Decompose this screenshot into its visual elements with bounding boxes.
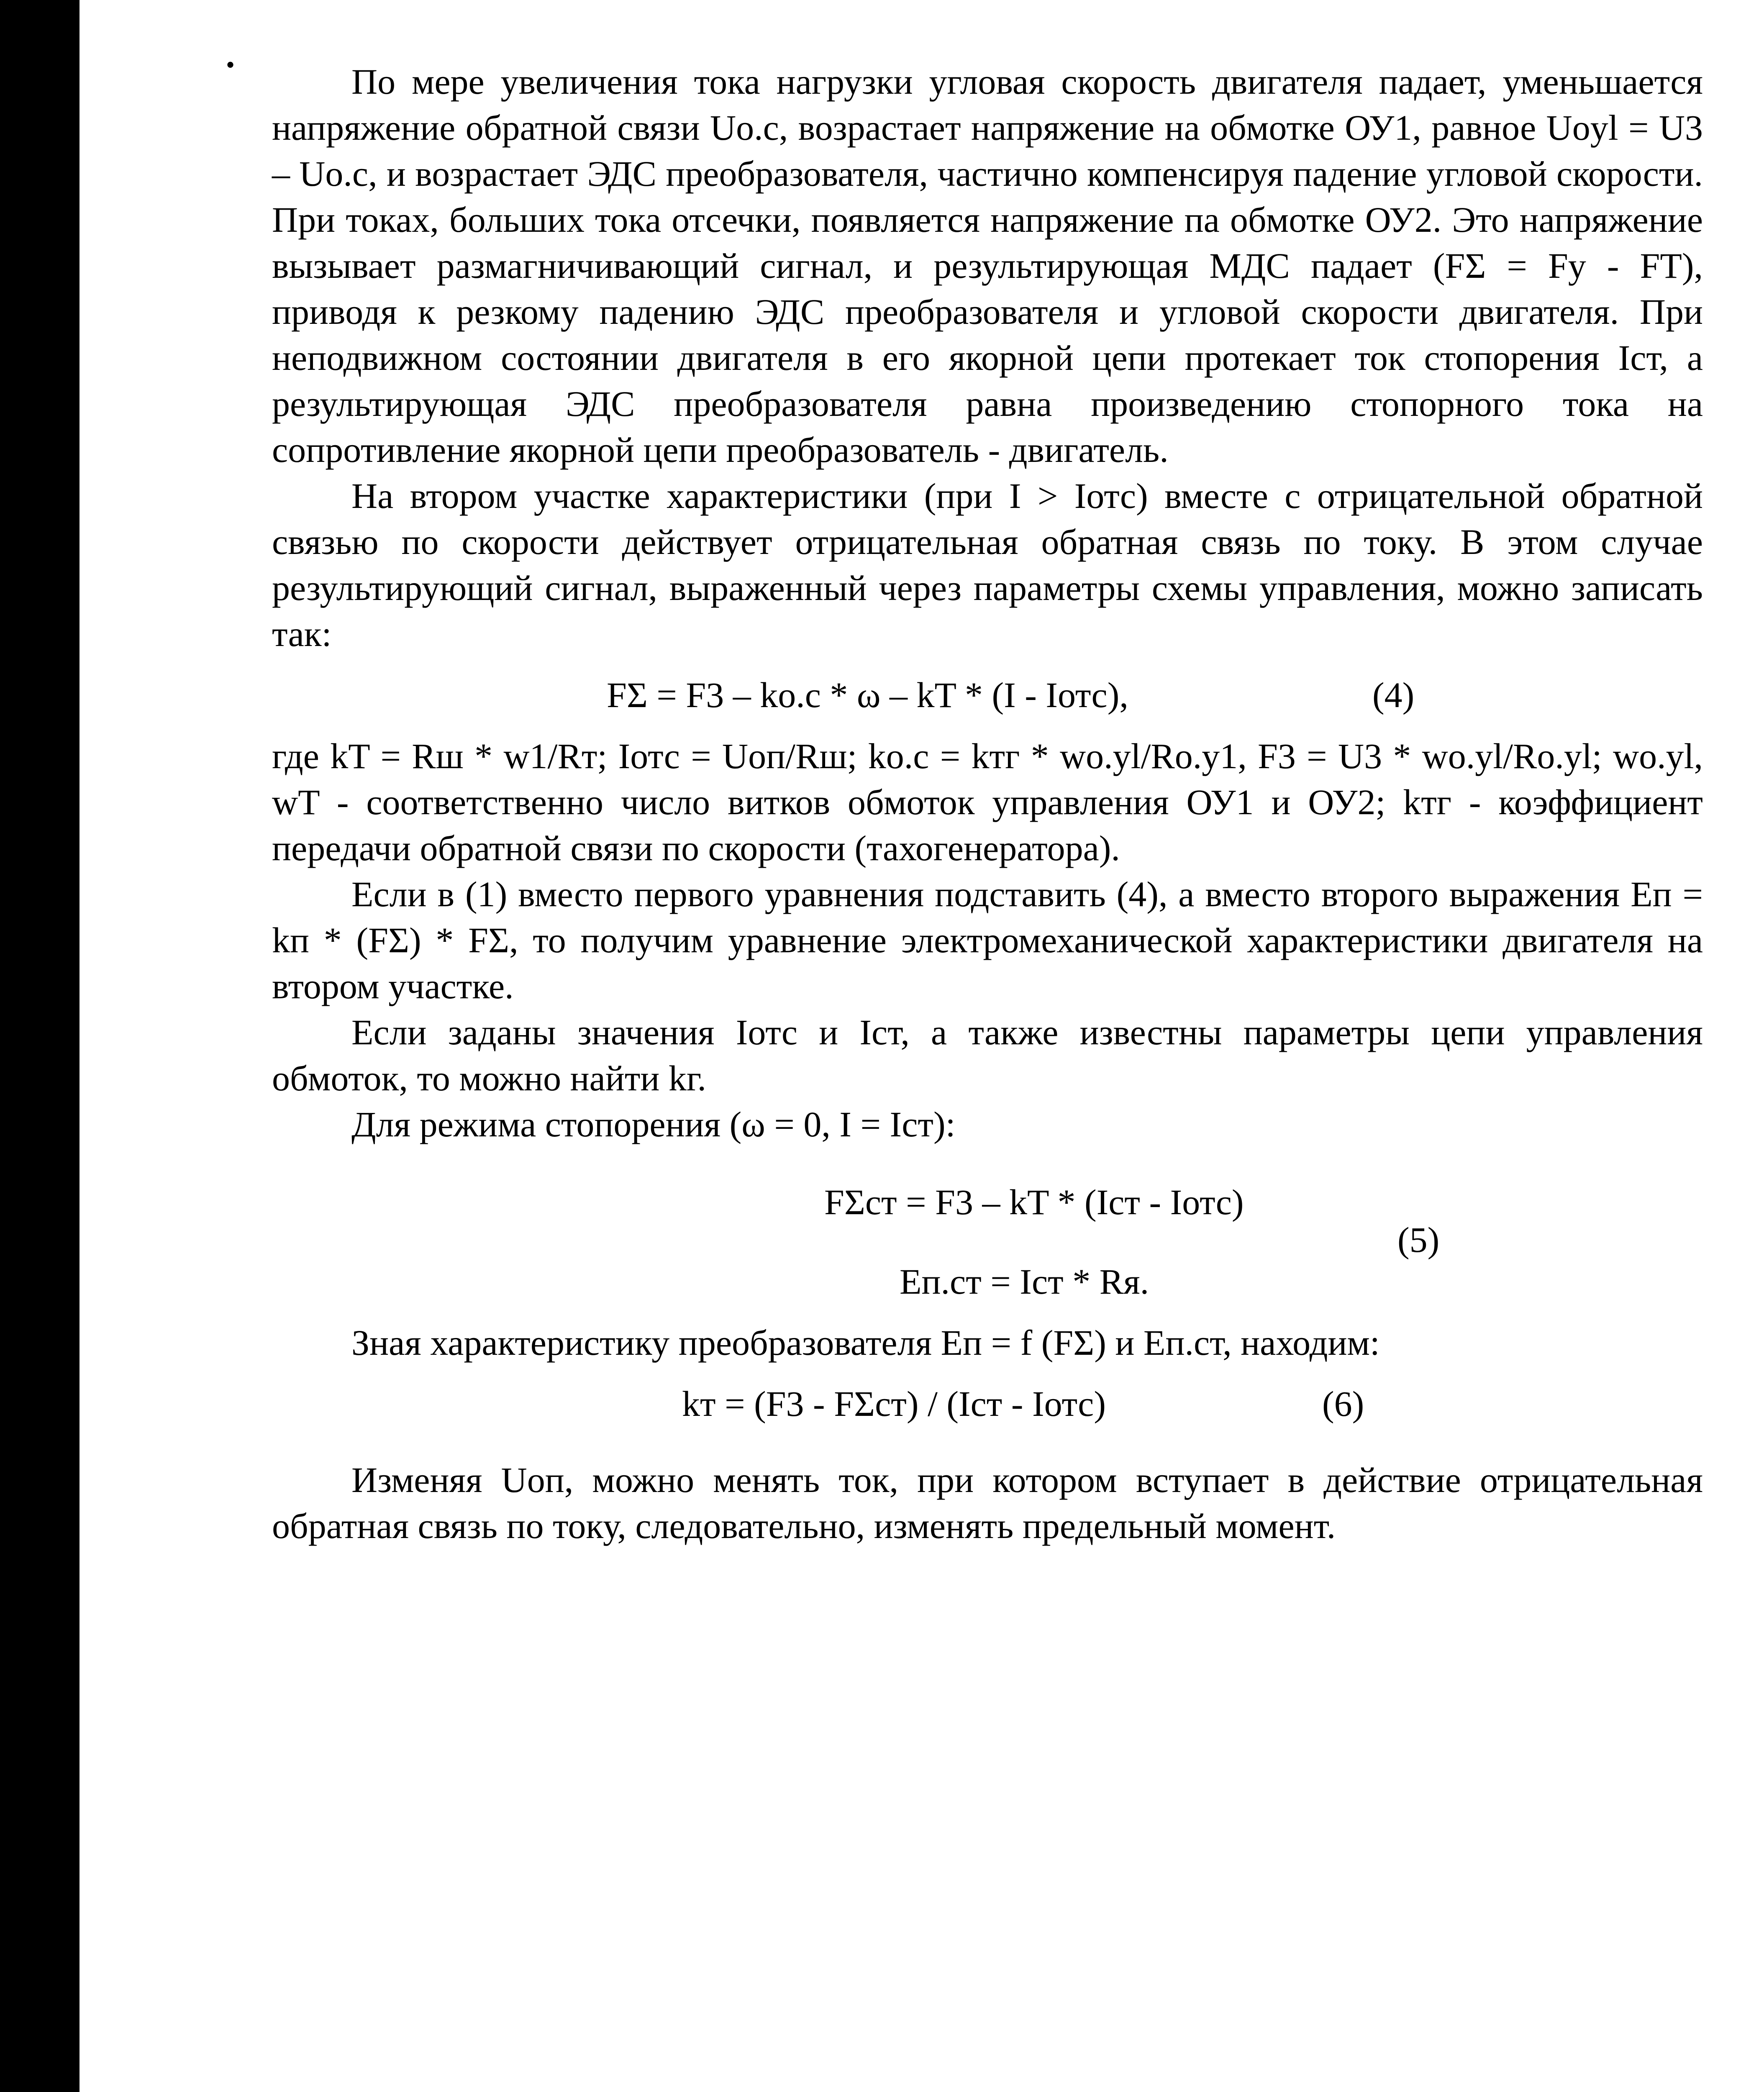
paragraph-7: Зная характеристику преобразователя Eп = f (FΣ) и Eп.ст, находим: [351,1323,1380,1363]
equation-6-body: kт = (F3 - FΣст) / (Iст - Iотс) [682,1384,1106,1424]
equation-5 [272,1162,1703,1305]
scan-left-edge [0,0,79,2092]
equation-6-number: (6) [1322,1384,1364,1424]
scan-speck: • [226,51,235,79]
equation-6 [272,1381,1703,1427]
equation-5-number: (5) [1397,1220,1440,1260]
paragraph-1: По мере увеличения тока нагрузки угловая скорость двигателя падает, уменьшается напряжение обратной связи Uo.c, возрастает напряжение на обмотке ОУ1, равное Uoyl = U3 – Uo.c, и возрастает ЭДС преобразователя, частично компенсируя падение угловой скорости. При токах, больших тока отсечки, появляется напряжение па обмотке ОУ2. Это напряжение вызывает размагничивающий сигнал, и результирующая МДС падает (FΣ = Fy - FT), приводя к резкому падению ЭДС преобразователя и угловой скорости двигателя. При неподвижном состоянии двигателя в его якорной цепи протекает ток стопорения Iст, а результирующая ЭДС преобразователя равна произведению стопорного тока на сопротивление якорной цепи преобразователь - двигатель. [272,62,1703,470]
paragraph-8: Изменяя Uоп, можно менять ток, при котором вступает в действие отрицательная обратная связь по току, следовательно, изменять предельный момент. [272,1460,1703,1546]
equation-5-line-1: FΣст = F3 – kT * (Iст - Iотс) [824,1182,1244,1222]
equation-5-line-2: Eп.ст = Iст * Rя. [900,1261,1149,1302]
paragraph-4: Если в (1) вместо первого уравнения подставить (4), а вместо второго выражения Eп = kп * (FΣ) * FΣ, то получим уравнение электромеханической характеристики двигателя на втором участке. [272,874,1703,1006]
equation-4-number: (4) [1372,675,1415,715]
paragraph-5: Если заданы значения Iотс и Iст, а также известны параметры цепи управления обмоток, то можно найти kг. [272,1012,1703,1098]
paragraph-6: Для режима стопорения (ω = 0, I = Iст): [351,1104,956,1144]
paragraph-2: На втором участке характеристики (при I > Iотс) вместе с отрицательной обратной связью по скорости действует отрицательная обратная связь по току. В этом случае результирующий сигнал, выраженный через параметры схемы управления, можно записать так: [272,476,1703,654]
equation-4-body: FΣ = F3 – ko.c * ω – kT * (I - Iотс), [607,675,1128,715]
equation-4 [272,672,1703,718]
paragraph-3: где kT = Rш * w1/Rт; Iотс = Uоп/Rш; ko.c = kтг * wo.yl/Ro.y1, F3 = U3 * wo.yl/Ro.yl; wo.yl, wT - соответственно число витков обмоток управления ОУ1 и ОУ2; kтг - коэффициент передачи обратной связи по скорости (тахогенератора). [272,736,1703,868]
document-page [226,51,1703,1549]
